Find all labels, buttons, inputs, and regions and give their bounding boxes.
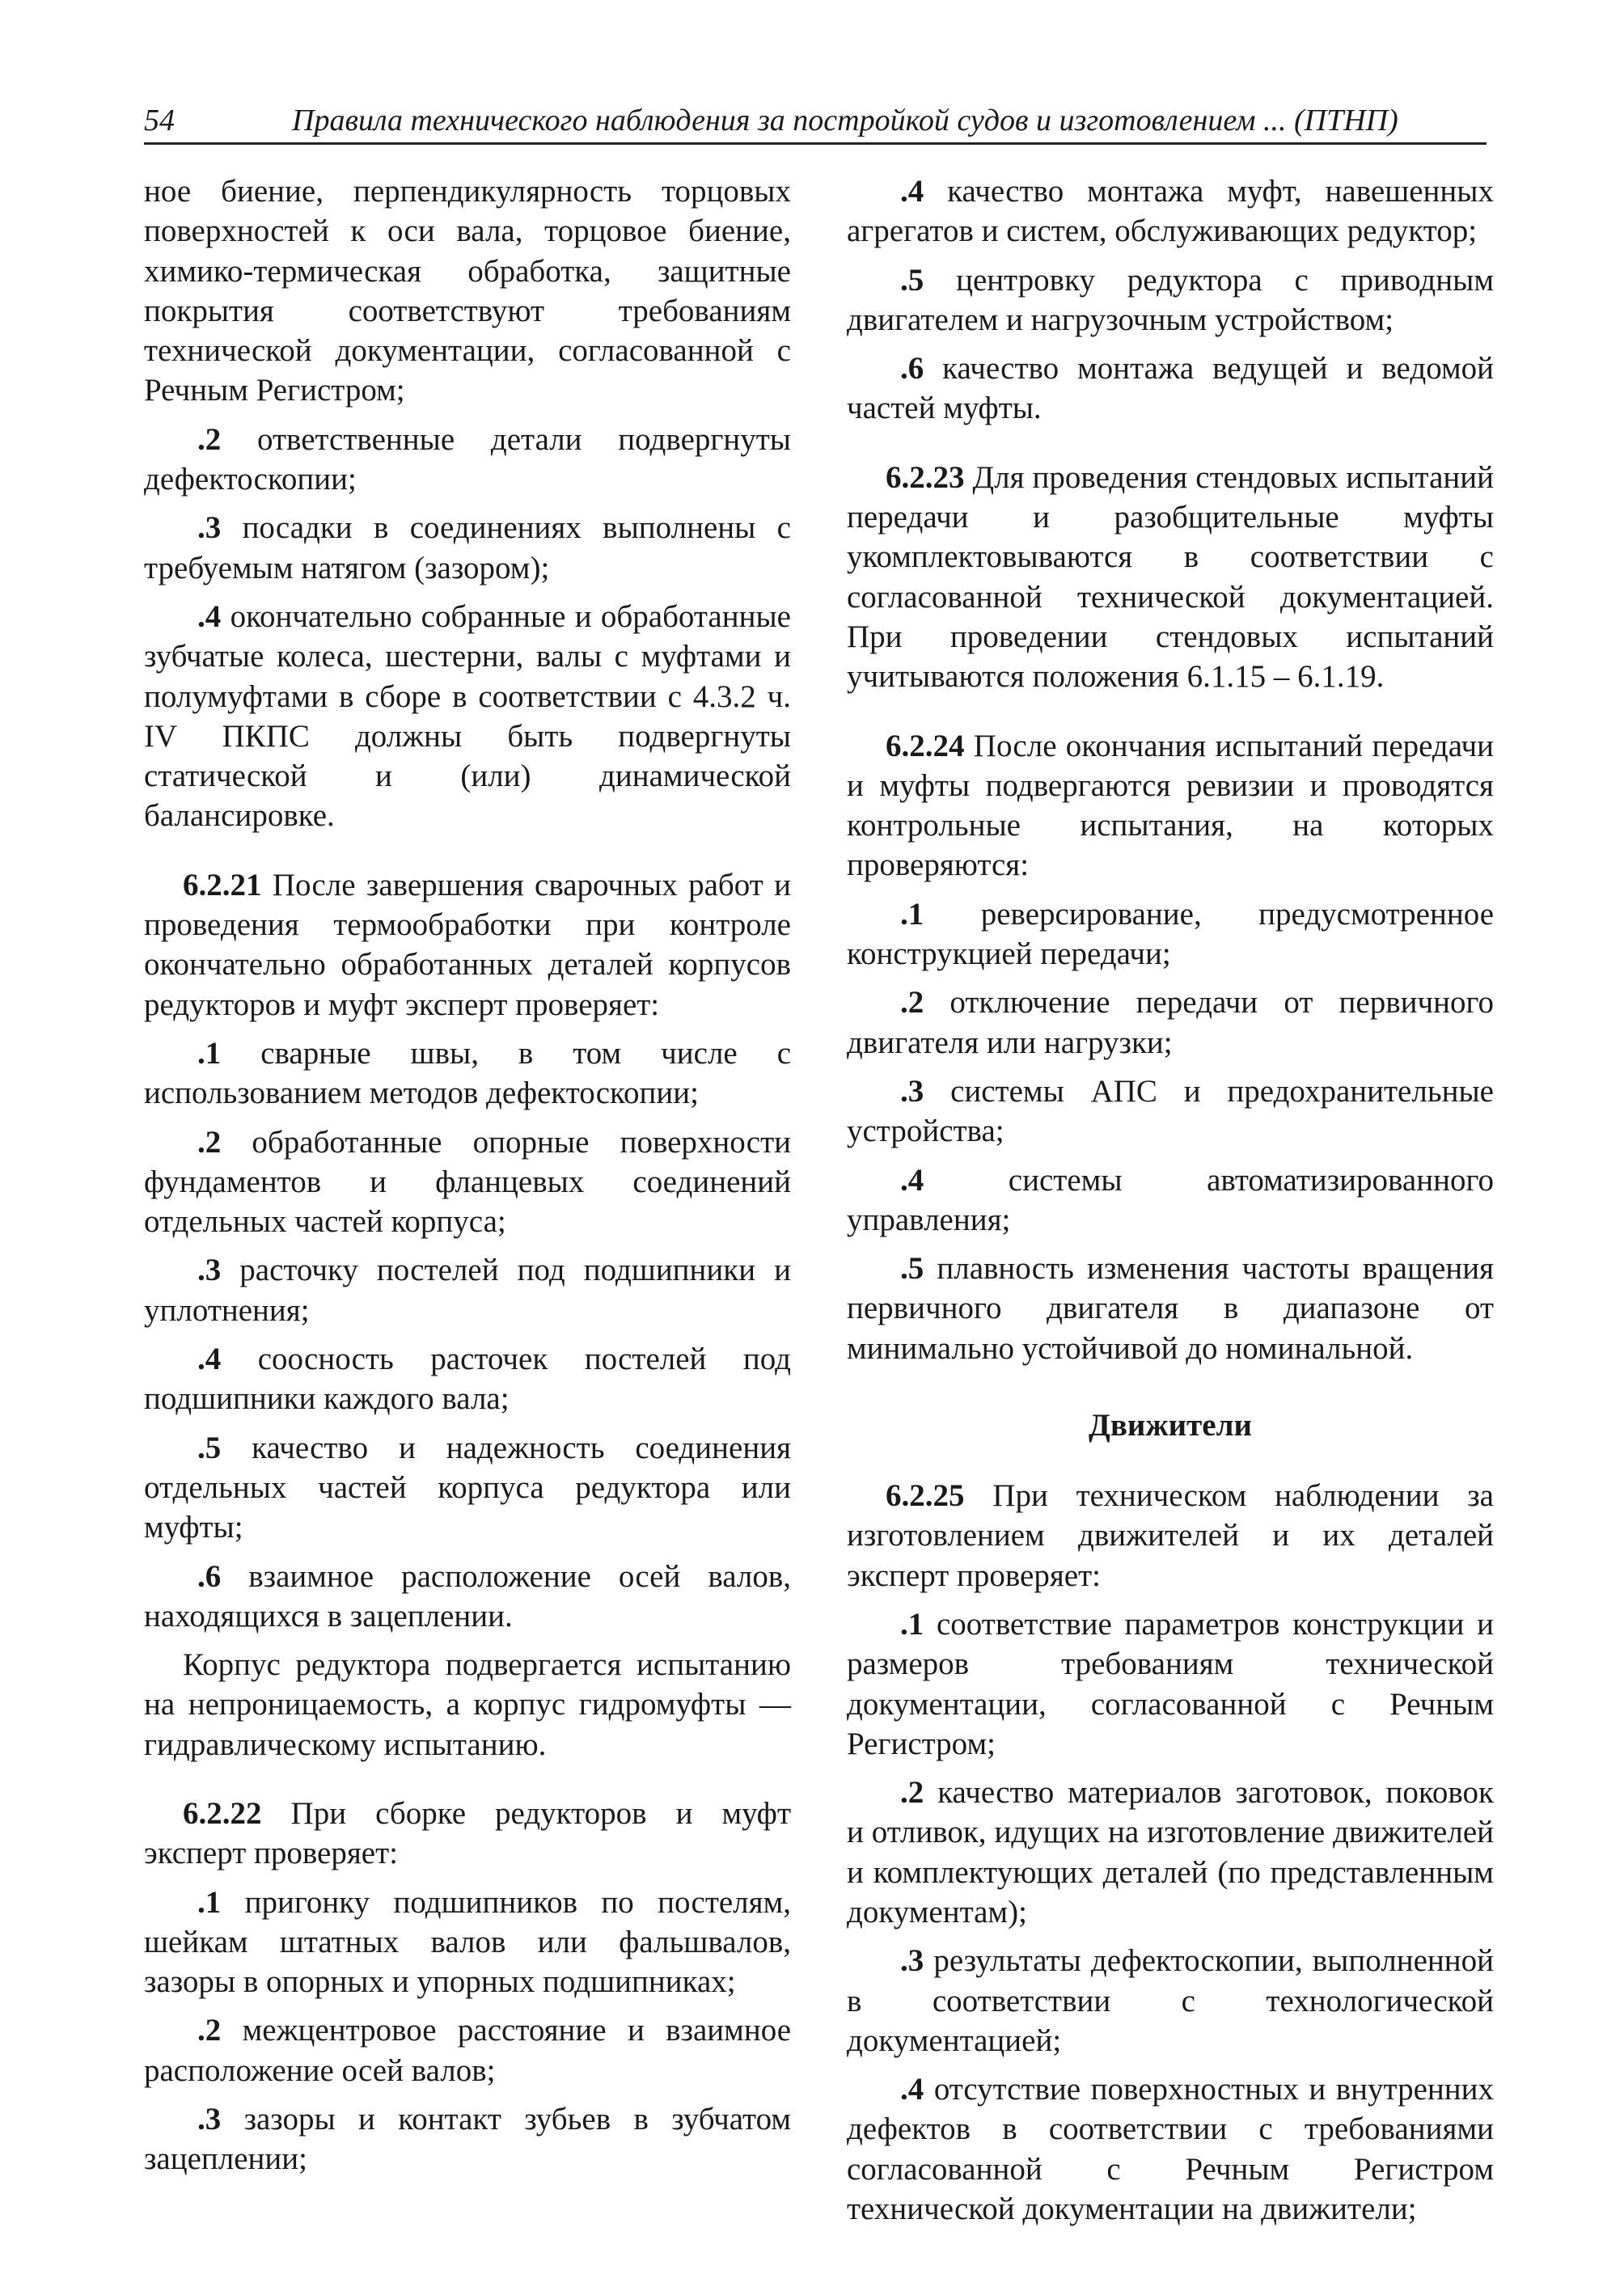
list-item: .1 реверсирование, предусмотренное конструкцией передачи; [847, 896, 1494, 972]
paragraph-6-2-22: 6.2.22 При сборке редукторов и муфт эксперт проверяет: [144, 1795, 791, 1871]
paragraph-6-2-23: 6.2.23 Для проведения стендовых испытаний передачи и разобщительные муфты укомплектовываются в соответствии с согласованной технической документацией. При проведении стендовых испытаний учитываются положения 6.1.15 – 6.1.19. [847, 459, 1494, 695]
list-item: .1 пригонку подшипников по постелям, шейкам штатных валов или фальшвалов, зазоры в опорных и упорных подшипниках; [144, 1884, 792, 2000]
list-item: .6 качество монтажа ведущей и ведомой частей муфты. [847, 351, 1495, 426]
list-item: .3 расточку постелей под подшипники и уплотнения; [144, 1253, 792, 1328]
right-column [847, 171, 1494, 2229]
list-item: .3 результаты дефектоскопии, выполненной в соответствии с технологической документацией; [847, 1943, 1494, 2058]
list-item: .2 отключение передачи от первичного двигателя или нагрузки; [847, 985, 1494, 1060]
list-item: .3 посадки в соединениях выполнены с требуемым натягом (зазором); [144, 510, 791, 585]
list-item: .4 соосность расточек постелей под подшипники каждого вала; [144, 1342, 792, 1417]
paragraph-6-2-25: 6.2.25 При техническом наблюдении за изготовлением движителей и их деталей эксперт проверяет: [847, 1478, 1494, 1593]
list-item: .4 окончательно собранные и обработанные зубчатые колеса, шестерни, валы с муфтами и полумуфтами в сборе в соответствии с 4.3.2 ч. IV ПКПС должны быть подвергнуты статической и (или) динамической балансировке. [144, 598, 791, 834]
list-item: .4 системы автоматизированного управления; [847, 1162, 1494, 1237]
list-item: .5 плавность изменения частоты вращения первичного двигателя в диапазоне от минимально устойчивой до номинальной. [847, 1251, 1495, 1366]
list-item: .3 системы АПС и предохранительные устройства; [847, 1073, 1494, 1149]
list-item: .1 сварные швы, в том числе с использованием методов дефектоскопии; [144, 1035, 792, 1111]
list-item: .2 межцентровое расстояние и взаимное расположение осей валов; [144, 2013, 792, 2088]
list-item: .5 центровку редуктора с приводным двигателем и нагрузочным устройством; [847, 262, 1495, 337]
running-title: Правила технического наблюдения за постройкой судов и изготовлением ... (ПТНП) [292, 104, 1398, 137]
left-column [144, 171, 791, 2179]
list-item: .2 ответственные детали подвергнуты дефектоскопии; [144, 421, 791, 497]
paragraph-6-2-24: 6.2.24 После окончания испытаний передачи и муфты подвергаются ревизии и проводятся контрольные испытания, на которых проверяются: [847, 728, 1495, 883]
page-number: 54 [144, 104, 175, 137]
section-heading: Движители [1089, 1408, 1252, 1443]
list-item: .4 отсутствие поверхностных и внутренних дефектов в соответствии с требованиями согласованной с Речным Регистром технической документации на движители; [847, 2072, 1494, 2227]
list-item: .2 качество материалов заготовок, поковок и отливок, идущих на изготовление движителей и комплектующих деталей (по представленным документам); [847, 1775, 1494, 1930]
continued-text: ное биение, перпендикулярность торцовых поверхностей к оси вала, торцовое биение, химико-термическая обработка, защитные покрытия соответствуют требованиям технической документации, согласованной с Речным Регистром; [144, 174, 791, 408]
list-item: .2 обработанные опорные поверхности фундаментов и фланцевых соединений отдельных частей корпуса; [144, 1124, 792, 1240]
list-item: .1 соответствие параметров конструкции и размеров требованиям технической документации, согласованной с Речным Регистром; [847, 1606, 1494, 1761]
list-item: .6 взаимное расположение осей валов, находящихся в зацеплении. [144, 1558, 792, 1634]
list-item: .4 качество монтажа муфт, навешенных агрегатов и систем, обслуживающих редуктор; [847, 174, 1494, 249]
list-item: .5 качество и надежность соединения отдельных частей корпуса редуктора или муфты; [144, 1430, 792, 1545]
list-item: .3 зазоры и контакт зубьев в зубчатом зацеплении; [144, 2102, 792, 2177]
paragraph-6-2-21: 6.2.21 После завершения сварочных работ и проведения термообработки при контроле окончательно обработанных деталей корпусов редукторов и муфт эксперт проверяет: [144, 867, 791, 1022]
page-header [144, 102, 1487, 145]
note-paragraph: Корпус редуктора подвергается испытанию на непроницаемость, а корпус гидромуфты — гидравлическому испытанию. [144, 1647, 791, 1762]
